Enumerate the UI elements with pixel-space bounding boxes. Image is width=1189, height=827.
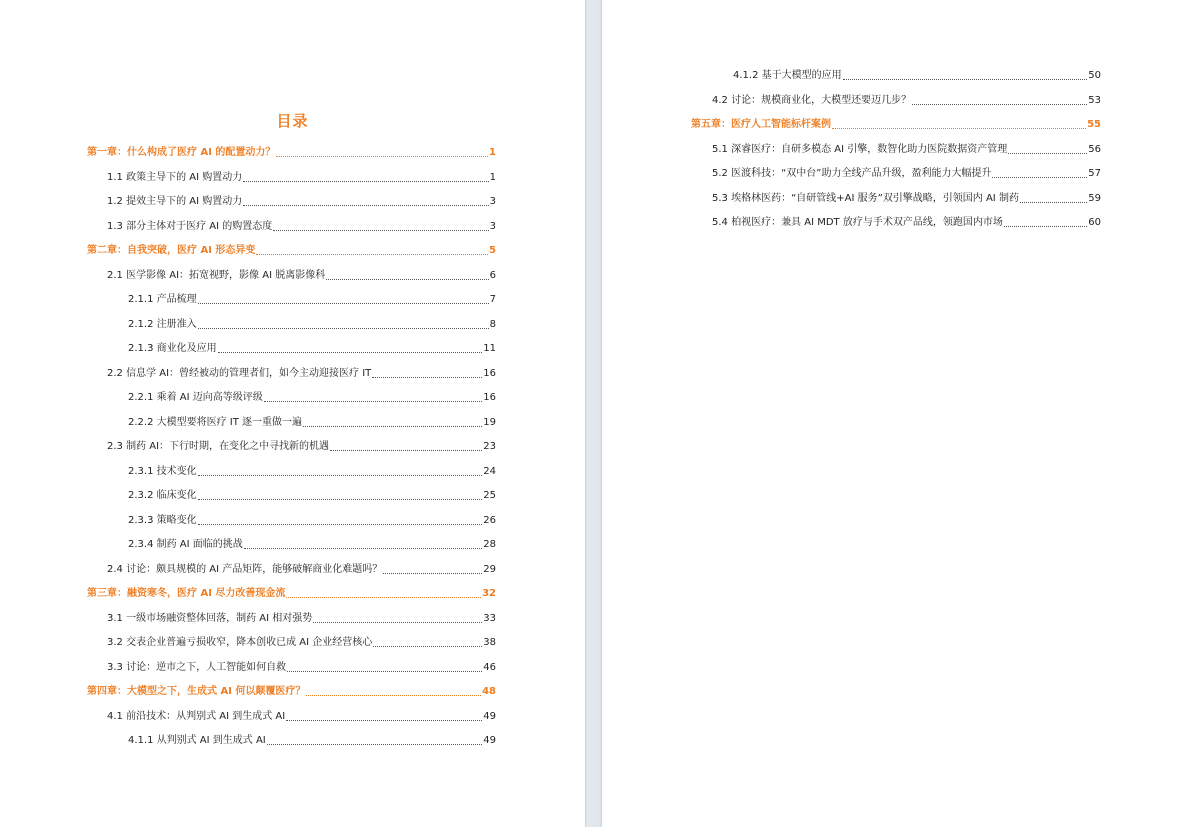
toc-entry-page-number: 59 xyxy=(1088,192,1101,204)
toc-entry[interactable] xyxy=(712,94,1101,108)
toc-leader-dots xyxy=(992,176,1087,178)
toc-entry[interactable] xyxy=(107,195,496,209)
toc-entry[interactable] xyxy=(107,367,496,381)
toc-entry-page-number: 38 xyxy=(483,637,496,648)
toc-entry-label: 3.3 讨论：逆市之下，人工智能如何自救 xyxy=(107,661,287,673)
toc-leader-dots xyxy=(243,204,488,206)
toc-entry-label: 2.1.1 产品梳理 xyxy=(128,294,197,305)
toc-entry-label: 4.1 前沿技术：从判别式 AI 到生成式 AI xyxy=(107,710,286,722)
toc-leader-dots xyxy=(244,547,482,549)
toc-entry-page-number: 29 xyxy=(483,563,496,575)
toc-entry-label: 5.4 柏视医疗：兼具 AI MDT 放疗与手术双产品线，领跑国内市场 xyxy=(712,217,1003,228)
toc-leader-dots xyxy=(218,351,483,353)
toc-entry-page-number: 11 xyxy=(483,343,496,354)
toc-leader-dots xyxy=(330,449,482,451)
toc-entry[interactable] xyxy=(128,489,496,503)
toc-leader-dots xyxy=(267,743,483,745)
toc-chapter-entry[interactable] xyxy=(87,244,496,258)
toc-entry[interactable] xyxy=(128,514,496,528)
toc-entry-label: 3.2 交表企业普遍亏损收窄，降本创收已成 AI 企业经营核心 xyxy=(107,637,373,648)
toc-entry[interactable] xyxy=(712,216,1101,230)
toc-chapter-entry[interactable] xyxy=(87,685,496,699)
toc-entry-page-number: 1 xyxy=(489,171,496,183)
toc-entry-page-number: 7 xyxy=(489,294,496,305)
toc-entry-label: 2.3.3 策略变化 xyxy=(128,514,197,526)
toc-entry-page-number: 8 xyxy=(489,318,496,330)
toc-entry-page-number: 49 xyxy=(483,710,496,722)
toc-entry-label: 2.3.1 技术变化 xyxy=(128,465,197,477)
toc-entry-page-number: 32 xyxy=(482,588,496,599)
toc-leader-dots xyxy=(286,719,482,721)
toc-entry-page-number: 28 xyxy=(483,539,496,550)
toc-leader-dots xyxy=(303,425,482,427)
toc-leader-dots xyxy=(243,180,488,182)
toc-chapter-entry[interactable] xyxy=(87,146,496,160)
toc-entry-label: 4.2 讨论：规模商业化，大模型还要迈几步？ xyxy=(712,94,912,106)
toc-entry-page-number: 24 xyxy=(483,465,496,477)
toc-leader-dots xyxy=(286,596,481,598)
toc-entry-page-number: 56 xyxy=(1088,143,1101,155)
toc-entry-label: 2.4 讨论：颇具规模的 AI 产品矩阵，能够破解商业化难题吗？ xyxy=(107,563,383,575)
toc-entry-page-number: 16 xyxy=(483,392,496,403)
toc-entry-label: 2.1.2 注册准入 xyxy=(128,318,197,330)
toc-entry[interactable] xyxy=(128,293,496,307)
toc-entry[interactable] xyxy=(107,269,496,283)
toc-entry-page-number: 23 xyxy=(483,441,496,452)
toc-entry-page-number: 6 xyxy=(489,269,496,281)
toc-entry-label: 2.2 信息学 AI：曾经被动的管理者们，如今主动迎接医疗 IT xyxy=(107,367,372,379)
toc-entry[interactable] xyxy=(107,220,496,234)
toc-entry[interactable] xyxy=(733,69,1101,83)
toc-entry-page-number: 50 xyxy=(1088,70,1101,81)
toc-entry-page-number: 55 xyxy=(1087,119,1101,130)
toc-entry[interactable] xyxy=(128,391,496,405)
toc-entry[interactable] xyxy=(128,734,496,748)
toc-entry-page-number: 5 xyxy=(489,245,496,256)
toc-entry-page-number: 33 xyxy=(483,612,496,624)
toc-leader-dots xyxy=(843,78,1088,80)
toc-leader-dots xyxy=(383,572,482,574)
toc-leader-dots xyxy=(326,278,488,280)
toc-leader-dots xyxy=(276,155,488,157)
toc-entry[interactable] xyxy=(128,538,496,552)
toc-entry[interactable] xyxy=(107,171,496,185)
toc-leader-dots xyxy=(832,127,1086,129)
toc-entry-page-number: 3 xyxy=(489,220,496,232)
toc-leader-dots xyxy=(313,621,482,623)
toc-entry-label: 2.2.2 大模型要将医疗 IT 逐一重做一遍 xyxy=(128,416,303,428)
toc-leader-dots xyxy=(372,376,482,378)
toc-entry-page-number: 26 xyxy=(483,514,496,526)
toc-entry[interactable] xyxy=(712,143,1101,157)
toc-leader-dots xyxy=(198,523,483,525)
toc-entry[interactable] xyxy=(107,563,496,577)
toc-entry-page-number: 25 xyxy=(483,490,496,501)
toc-page-left xyxy=(0,0,585,827)
toc-entry-label: 2.1 医学影像 AI：拓宽视野，影像 AI 脱离影像科 xyxy=(107,269,326,281)
toc-entry-label: 1.3 部分主体对于医疗 AI 的购置态度 xyxy=(107,220,273,232)
toc-leader-dots xyxy=(1008,152,1087,154)
toc-leader-dots xyxy=(912,103,1087,105)
toc-entry-label: 第五章：医疗人工智能标杆案例 xyxy=(691,119,831,130)
toc-entry[interactable] xyxy=(107,440,496,454)
toc-entry[interactable] xyxy=(128,416,496,430)
toc-entry-label: 2.1.3 商业化及应用 xyxy=(128,343,217,354)
toc-leader-dots xyxy=(198,474,483,476)
toc-entry-page-number: 3 xyxy=(489,196,496,207)
toc-entry-page-number: 19 xyxy=(483,416,496,428)
toc-entry[interactable] xyxy=(107,710,496,724)
toc-entry-page-number: 57 xyxy=(1088,168,1101,179)
toc-leader-dots xyxy=(1004,225,1087,227)
toc-entry-page-number: 49 xyxy=(483,735,496,746)
toc-entry[interactable] xyxy=(128,465,496,479)
toc-entry-label: 2.3.2 临床变化 xyxy=(128,490,197,501)
toc-entry-label: 第四章：大模型之下，生成式 AI 何以颠覆医疗？ xyxy=(87,686,306,697)
toc-entry[interactable] xyxy=(128,318,496,332)
toc-chapter-entry[interactable] xyxy=(691,118,1101,132)
toc-entry-page-number: 53 xyxy=(1088,94,1101,106)
toc-entry[interactable] xyxy=(107,612,496,626)
toc-entry-label: 5.2 医渡科技：“双中台”助力全线产品升级，盈利能力大幅提升 xyxy=(712,168,992,179)
toc-entry[interactable] xyxy=(107,661,496,675)
toc-entry[interactable] xyxy=(128,342,496,356)
toc-entry-label: 3.1 一级市场融资整体回落，制药 AI 相对强势 xyxy=(107,612,313,624)
toc-entry-label: 第三章：融资寒冬，医疗 AI 尽力改善现金流 xyxy=(87,588,286,599)
toc-leader-dots xyxy=(198,302,489,304)
toc-entry-page-number: 1 xyxy=(489,147,496,158)
toc-entry[interactable] xyxy=(712,192,1101,206)
toc-leader-dots xyxy=(198,327,489,329)
toc-entry-label: 4.1.1 从判别式 AI 到生成式 AI xyxy=(128,735,266,746)
toc-leader-dots xyxy=(287,670,482,672)
toc-entry-label: 第一章：什么构成了医疗 AI 的配置动力？ xyxy=(87,147,276,158)
toc-entry-label: 2.3 制药 AI：下行时期，在变化之中寻找新的机遇 xyxy=(107,441,330,452)
toc-entry-page-number: 16 xyxy=(483,367,496,379)
toc-entry[interactable] xyxy=(107,636,496,650)
toc-entry-label: 1.2 提效主导下的 AI 购置动力 xyxy=(107,196,243,207)
toc-entry-label: 2.2.1 乘着 AI 迈向高等级评级 xyxy=(128,392,263,403)
toc-leader-dots xyxy=(373,645,482,647)
toc-entry-page-number: 60 xyxy=(1088,217,1101,228)
toc-page-right xyxy=(602,0,1189,827)
toc-entry-page-number: 48 xyxy=(482,686,496,697)
toc-entry-label: 5.1 深睿医疗：自研多模态 AI 引擎，数智化助力医院数据资产管理 xyxy=(712,143,1008,155)
toc-chapter-entry[interactable] xyxy=(87,587,496,601)
toc-leader-dots xyxy=(273,229,488,231)
toc-entry-page-number: 46 xyxy=(483,661,496,673)
toc-entry-label: 2.3.4 制药 AI 面临的挑战 xyxy=(128,539,243,550)
toc-entry-label: 第二章：自我突破，医疗 AI 形态异变 xyxy=(87,245,256,256)
toc-entry-label: 4.1.2 基于大模型的应用 xyxy=(733,70,842,81)
page-gutter xyxy=(585,0,602,827)
toc-entry-label: 1.1 政策主导下的 AI 购置动力 xyxy=(107,171,243,183)
toc-leader-dots xyxy=(1020,201,1087,203)
toc-entry[interactable] xyxy=(712,167,1101,181)
toc-leader-dots xyxy=(306,694,481,696)
toc-leader-dots xyxy=(198,498,483,500)
toc-leader-dots xyxy=(256,253,488,255)
toc-title: 目录 xyxy=(276,112,309,130)
toc-entry-label: 5.3 埃格林医药：“自研管线+AI 服务”双引擎战略，引领国内 AI 制药 xyxy=(712,192,1019,204)
toc-leader-dots xyxy=(264,400,482,402)
